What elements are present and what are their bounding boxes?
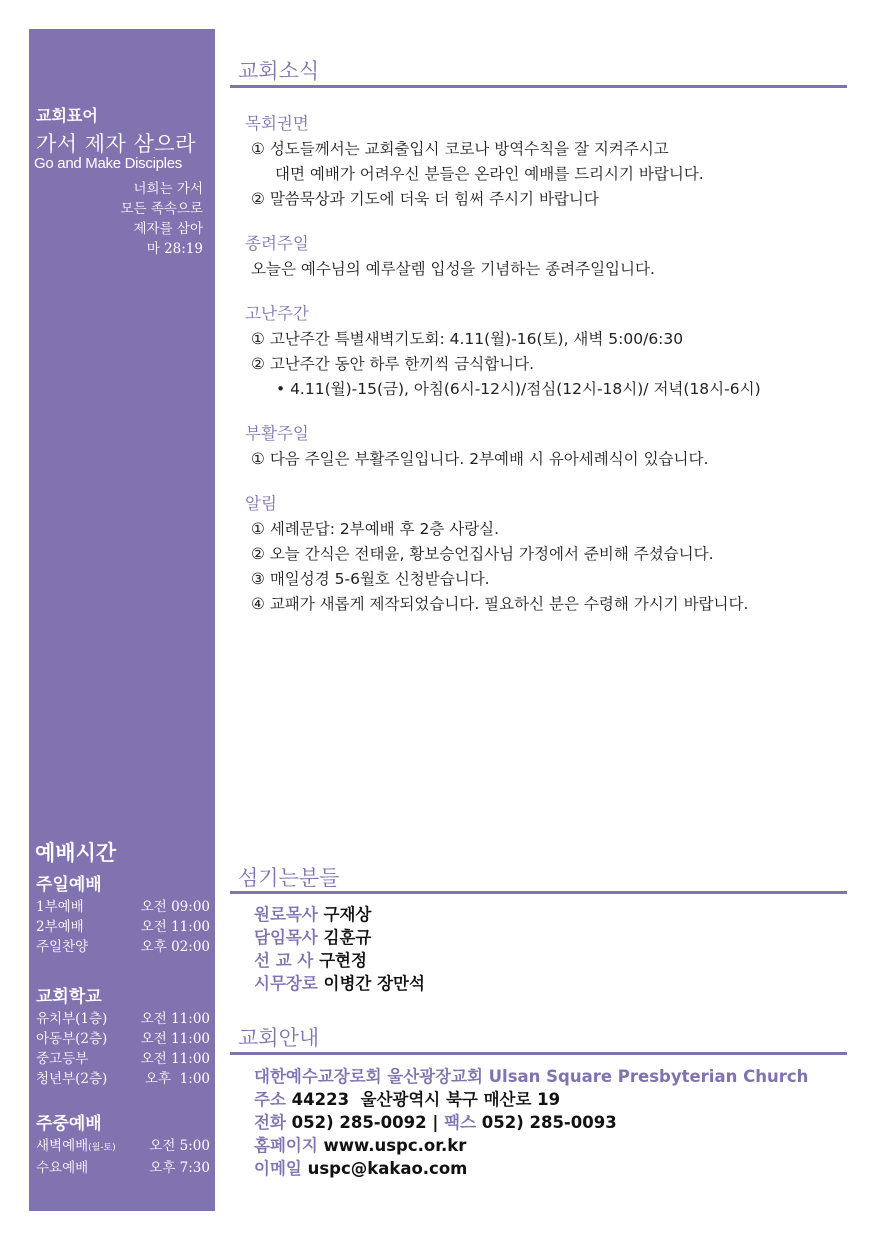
church-school-group — [36, 982, 210, 1089]
staff-divider — [230, 891, 847, 894]
news-content — [245, 113, 855, 638]
news-item: ④ 교패가 새롭게 제작되었습니다. 필요하신 분은 수령해 가시기 바랍니다. — [251, 595, 749, 613]
staff-name: 김훈규 — [323, 928, 372, 947]
verse-reference: 마 28:19 — [146, 241, 203, 257]
news-section-title: 교회소식 — [238, 59, 320, 83]
motto-english: Go and Make Disciples — [34, 155, 182, 172]
email-row — [254, 1157, 808, 1180]
staff-row — [254, 972, 425, 995]
staff-section-title: 섬기는분들 — [238, 866, 340, 890]
worship-row — [36, 1009, 210, 1029]
worship-row — [36, 1069, 210, 1089]
worship-row — [36, 917, 210, 937]
verse-line: 모든 족속으로 — [120, 201, 203, 217]
news-item: 대면 예배가 어려우신 분들은 온라인 예배를 드리시기 바랍니다. — [275, 165, 704, 183]
worship-row — [36, 1049, 210, 1069]
homepage-row — [254, 1134, 808, 1157]
news-item: ① 성도들께서는 교회출입시 코로나 방역수칙을 잘 지켜주시고 — [251, 140, 669, 158]
staff-role: 시무장로 — [254, 974, 318, 993]
worship-time: 오후 7:30 — [149, 1160, 210, 1176]
worship-name: 2부예배 — [36, 919, 84, 935]
worship-name: 주일찬양 — [36, 939, 89, 955]
staff-role: 담임목사 — [254, 928, 318, 947]
guide-section-title: 교회안내 — [238, 1026, 320, 1050]
news-heading: 알림 — [245, 494, 277, 513]
news-heading: 종려주일 — [245, 234, 309, 253]
staff-name: 구현정 — [319, 951, 367, 970]
staff-row — [254, 903, 425, 926]
worship-name: 수요예배 — [36, 1160, 89, 1176]
homepage-link[interactable]: www.uspc.or.kr — [323, 1136, 467, 1155]
news-block-notice — [245, 493, 855, 617]
news-item: ② 말씀묵상과 기도에 더욱 더 힘써 주시기 바랍니다 — [251, 190, 599, 208]
news-item: ② 오늘 간식은 전태윤, 황보승언집사님 가정에서 준비해 주셨습니다. — [251, 545, 714, 563]
staff-row — [254, 949, 425, 972]
motto-title: 가서 제자 삼으라 — [36, 132, 196, 156]
staff-role: 원로목사 — [254, 905, 318, 924]
worship-name: 유치부(1층) — [36, 1011, 108, 1027]
phone-value: 052) 285-0092 — [291, 1113, 427, 1132]
staff-name: 구재상 — [323, 905, 372, 924]
staff-list — [254, 903, 425, 995]
worship-row — [36, 1136, 210, 1158]
staff-name: 이병간 장만석 — [323, 974, 425, 993]
worship-time: 오전 5:00 — [149, 1138, 210, 1154]
motto-verse — [120, 179, 203, 259]
worship-row — [36, 1158, 210, 1178]
news-item: ① 다음 주일은 부활주일입니다. 2부예배 시 유아세례식이 있습니다. — [251, 450, 709, 468]
church-info — [254, 1065, 808, 1180]
verse-line: 제자를 삼아 — [133, 221, 203, 237]
worship-name: 중고등부 — [36, 1051, 89, 1067]
worship-name: 청년부(2층) — [36, 1071, 108, 1087]
church-school-heading: 교회학교 — [36, 987, 102, 1007]
news-item: ① 세례문답: 2부예배 후 2층 사랑실. — [251, 520, 500, 538]
worship-row — [36, 897, 210, 917]
news-item: ① 고난주간 특별새벽기도회: 4.11(월)-16(토), 새벽 5:00/6:30 — [251, 330, 684, 348]
motto-label: 교회표어 — [36, 106, 98, 125]
news-block-palm-sunday — [245, 233, 855, 282]
worship-name: 1부예배 — [36, 899, 84, 915]
worship-days-note: (월-토) — [88, 1143, 116, 1153]
worship-name-with-note — [36, 1136, 116, 1158]
worship-time: 오후 1:00 — [145, 1071, 210, 1087]
church-name: 대한예수교장로회 울산광장교회 Ulsan Square Presbyterian Church — [254, 1067, 809, 1086]
worship-row — [36, 937, 210, 957]
sidebar — [29, 29, 215, 1211]
news-item: 오늘은 예수님의 예루살렘 입성을 기념하는 종려주일입니다. — [251, 260, 655, 278]
address-value: 44223 울산광역시 북구 매산로 19 — [291, 1090, 561, 1109]
worship-name: 아동부(2층) — [36, 1031, 108, 1047]
news-divider — [230, 85, 847, 88]
news-item: ③ 매일성경 5-6월호 신청받습니다. — [251, 570, 490, 588]
news-block-pastoral — [245, 113, 855, 212]
weekday-worship-heading: 주중예배 — [36, 1114, 102, 1134]
email-link[interactable]: uspc@kakao.com — [307, 1159, 468, 1178]
homepage-label: 홈페이지 — [254, 1136, 318, 1155]
worship-time: 오전 09:00 — [140, 899, 210, 915]
sunday-worship-group — [36, 870, 210, 957]
news-block-easter — [245, 423, 855, 472]
worship-row — [36, 1029, 210, 1049]
fax-label: 팩스 — [444, 1113, 477, 1132]
worship-time: 오전 11:00 — [140, 1011, 210, 1027]
worship-time: 오전 11:00 — [140, 919, 210, 935]
address-row — [254, 1088, 808, 1111]
news-heading: 목회권면 — [245, 114, 309, 133]
email-label: 이메일 — [254, 1159, 302, 1178]
staff-row — [254, 926, 425, 949]
news-heading: 고난주간 — [245, 304, 309, 323]
fax-value: 052) 285-0093 — [481, 1113, 617, 1132]
news-item: ② 고난주간 동안 하루 한끼씩 금식합니다. — [251, 355, 535, 373]
phone-row — [254, 1111, 808, 1134]
worship-time: 오전 11:00 — [140, 1031, 210, 1047]
worship-time: 오후 02:00 — [140, 939, 210, 955]
guide-divider — [230, 1052, 847, 1055]
phone-label: 전화 — [254, 1113, 286, 1132]
worship-time: 오전 11:00 — [140, 1051, 210, 1067]
sunday-worship-heading: 주일예배 — [36, 875, 102, 895]
verse-line: 너희는 가서 — [133, 181, 203, 197]
address-label: 주소 — [254, 1090, 286, 1109]
news-heading: 부활주일 — [245, 424, 309, 443]
news-item: • 4.11(월)-15(금), 아침(6시-12시)/점심(12시-18시)/ 저녁(18시-6시) — [276, 380, 761, 398]
separator: | — [432, 1113, 439, 1132]
staff-role: 선 교 사 — [254, 951, 314, 970]
worship-name: 새벽예배 — [36, 1138, 89, 1154]
worship-times-title: 예배시간 — [35, 841, 117, 865]
news-block-passion-week — [245, 303, 855, 402]
weekday-worship-group — [36, 1109, 210, 1178]
